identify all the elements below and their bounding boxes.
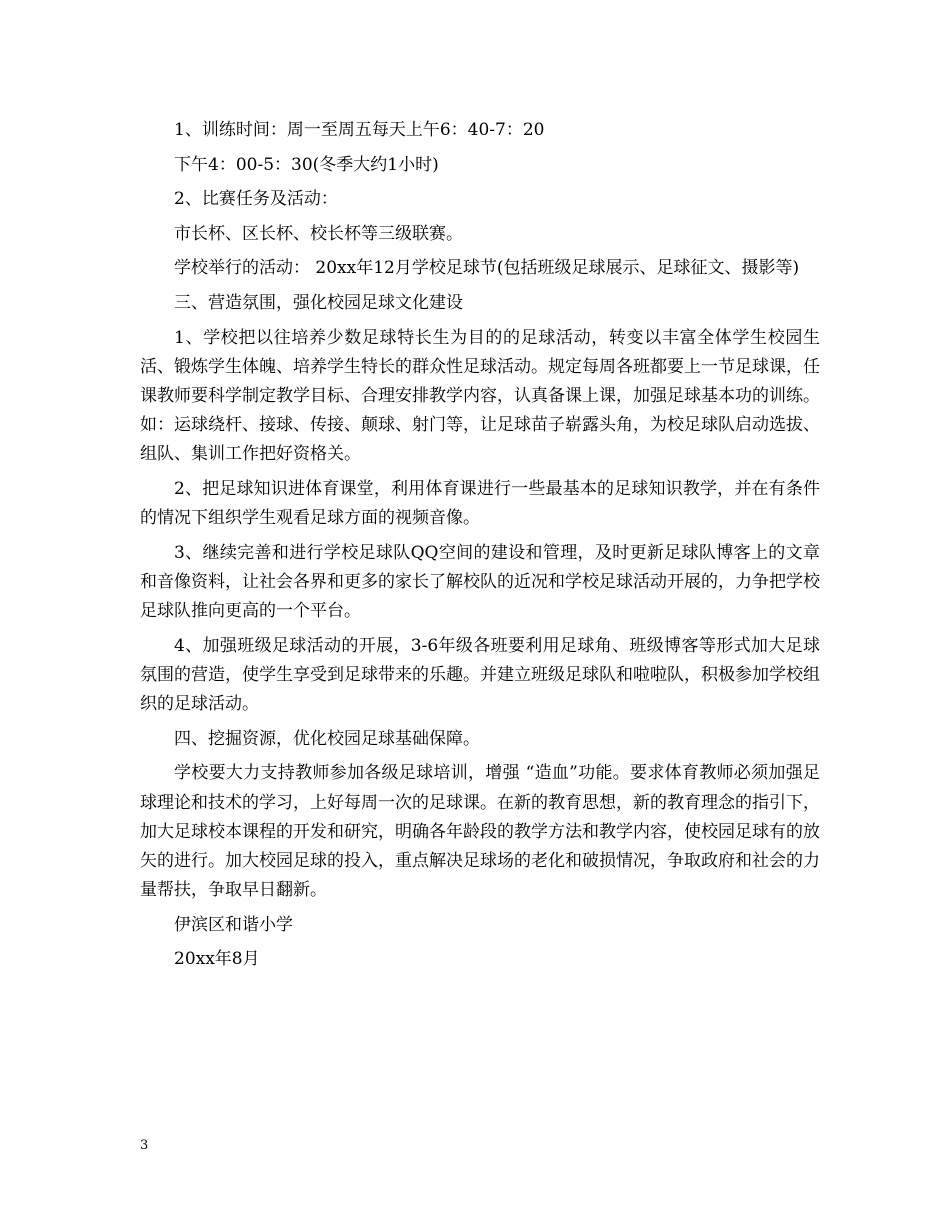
paragraph-afternoon-time: 下午4：00-5：30(冬季大约1小时) — [174, 154, 439, 175]
paragraph-school-name: 伊滨区和谐小学 — [174, 914, 293, 935]
paragraph-league-list: 市长杯、区长杯、校长杯等三级联赛。 — [174, 223, 463, 244]
section-heading-four: 四、挖掘资源，优化校园足球基础保障。 — [174, 728, 480, 749]
paragraph-item-one: 1、学校把以往培养少数足球特长生为目的的足球活动，转变以丰富全体学生校园生活、锻炼学生体魄、培养学生特长的群众性足球活动。规定每周各班都要上一节足球课，任课教师要科学制定教学目标、合理安排教学内容，认真备课上课，加强足球基本功的训练。如：运球绕杆、接球、传接、颠球、射门等，让足球苗子崭露头角，为校足球队启动选拔、组队、集训工作把好资格关。 — [140, 327, 820, 465]
paragraph-item-two: 2、把足球知识进体育课堂，利用体育课进行一些最基本的足球知识教学，并在有条件的情况下组织学生观看足球方面的视频音像。 — [140, 478, 820, 529]
paragraph-item-four: 4、加强班级足球活动的开展，3-6年级各班要利用足球角、班级博客等形式加大足球氛围的营造，使学生享受到足球带来的乐趣。并建立班级足球队和啦啦队，积极参加学校组织的足球活动。 — [140, 635, 820, 715]
paragraph-competition-heading: 2、比赛任务及活动： — [174, 189, 338, 210]
paragraph-item-three: 3、继续完善和进行学校足球队QQ空间的建设和管理，及时更新足球队博客上的文章和音像资料，让社会各界和更多的家长了解校队的近况和学校足球活动开展的，力争把学校足球队推向更高的一个平台。 — [140, 542, 820, 622]
paragraph-resources: 学校要大力支持教师参加各级足球培训，增强 “造血”功能。要求体育教师必须加强足球理论和技术的学习，上好每周一次的足球课。在新的教育思想，新的教育理念的指引下，加大足球校本课程的开发和研究，明确各年龄段的教学方法和教学内容，使校园足球有的放矢的进行。加大校园足球的投入，重点解决足球场的老化和破损情况，争取政府和社会的力量帮扶，争取早日翻新。 — [140, 763, 820, 901]
paragraph-school-activities: 学校举行的活动： 20xx年12月学校足球节(包括班级足球展示、足球征文、摄影等) — [174, 258, 800, 279]
page-number: 3 — [140, 1138, 149, 1153]
paragraph-training-time: 1、训练时间：周一至周五每天上午6：40-7：20 — [174, 120, 545, 140]
paragraph-date: 20xx年8月 — [174, 949, 260, 970]
document-body — [140, 116, 820, 980]
section-heading-three: 三、营造氛围，强化校园足球文化建设 — [174, 292, 463, 313]
